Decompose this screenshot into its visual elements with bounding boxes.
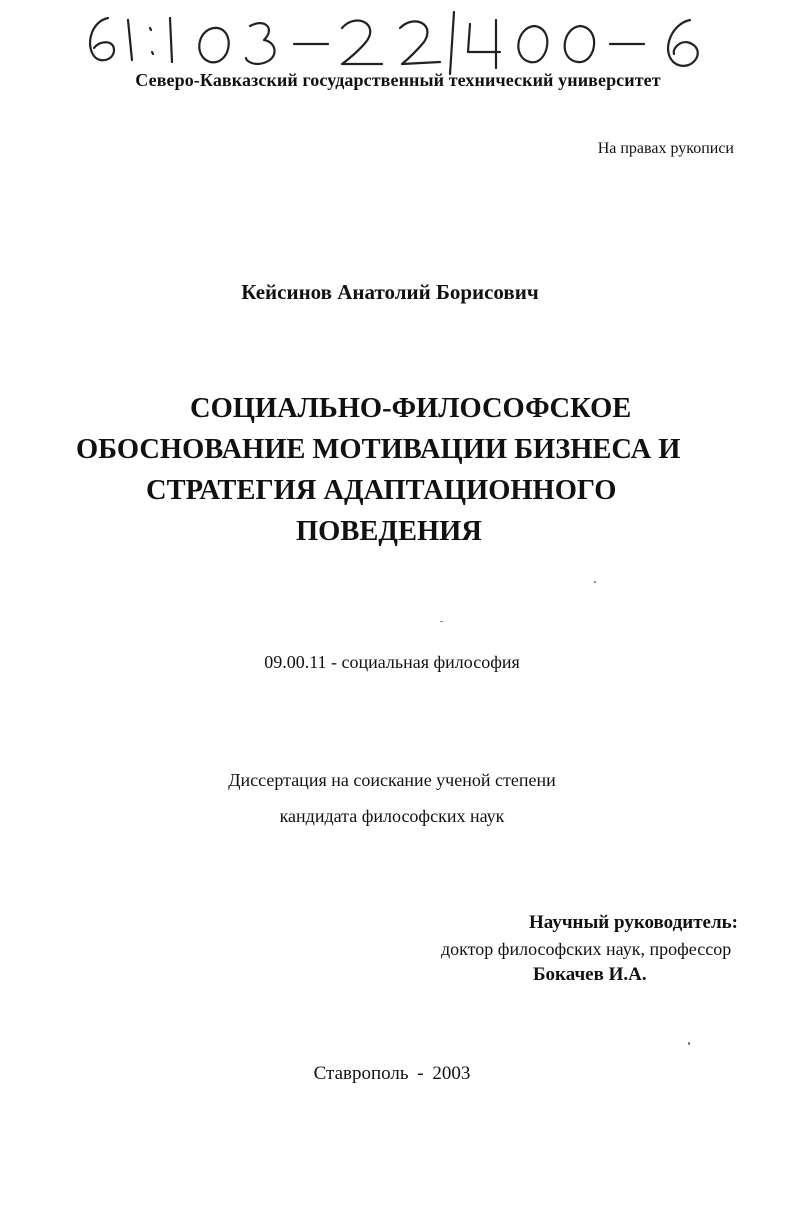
scan-speck xyxy=(688,1042,690,1045)
scan-speck xyxy=(440,621,443,622)
supervisor-label: Научный руководитель: xyxy=(529,912,738,933)
scan-speck xyxy=(594,581,596,583)
handwritten-archive-code xyxy=(80,6,720,76)
supervisor-name: Бокачев И.А. xyxy=(533,964,647,985)
university-name: Северо-Кавказский государственный технический университет xyxy=(135,70,661,90)
city-and-year: Ставрополь - 2003 xyxy=(313,1063,471,1084)
title-line-2: ОБОСНОВАНИЕ МОТИВАЦИИ БИЗНЕСА И xyxy=(76,434,681,465)
title-line-3: СТРАТЕГИЯ АДАПТАЦИОННОГО xyxy=(146,475,617,506)
title-line-4: ПОВЕДЕНИЯ xyxy=(296,516,482,547)
degree-statement-line-2: кандидата философских наук xyxy=(279,806,505,826)
rights-notice: На правах рукописи xyxy=(597,140,734,157)
specialty-code: 09.00.11 - социальная философия xyxy=(264,652,520,672)
degree-statement-line-1: Диссертация на соискание ученой степени xyxy=(228,770,556,790)
title-line-1: СОЦИАЛЬНО-ФИЛОСОФСКОЕ xyxy=(190,393,632,424)
degree-statement xyxy=(0,762,784,834)
author-name: Кейсинов Анатолий Борисович xyxy=(241,280,539,304)
supervisor-block xyxy=(441,910,738,988)
supervisor-degree: доктор философских наук, профессор xyxy=(441,939,732,959)
